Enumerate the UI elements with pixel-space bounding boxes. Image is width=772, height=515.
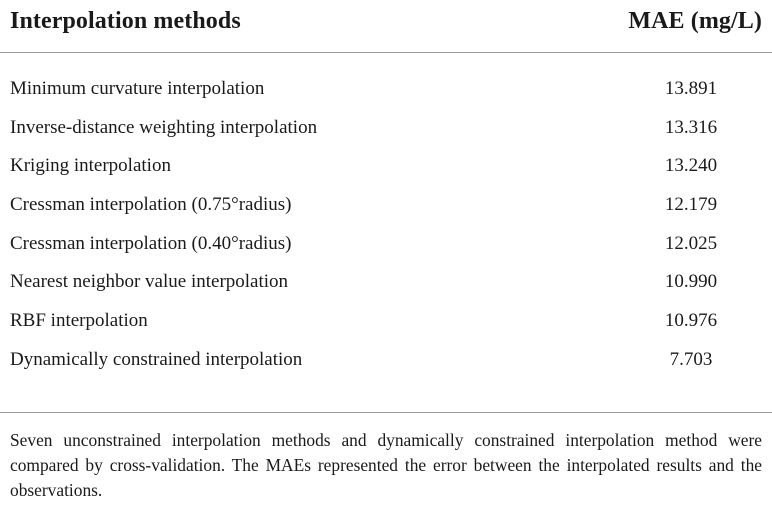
footer-divider [0,412,772,413]
table-row [0,230,772,269]
row-method: Dynamically constrained interpolation [10,348,303,370]
row-mae: 10.976 [664,310,718,332]
row-mae: 10.990 [664,271,718,293]
row-method: Kriging interpolation [10,155,171,177]
row-mae: 13.316 [664,116,718,138]
table-row [0,307,772,346]
table-row [0,268,772,307]
table-footnote: Seven unconstrained interpolation methods and dynamically constrained interpolation method were compared by cross-validation. The MAEs represented the error between the interpolated results and the observations. [10,430,762,500]
table-row [0,346,772,385]
row-mae: 7.703 [669,348,713,370]
header-divider [0,52,772,53]
row-method: Cressman interpolation (0.40°radius) [10,232,292,254]
table-body [0,75,772,385]
table-row [0,75,772,114]
header-mae: MAE (mg/L) [628,8,762,34]
table-row [0,152,772,191]
row-method: Nearest neighbor value interpolation [10,271,289,293]
table-header [0,0,772,50]
row-mae: 13.240 [664,155,718,177]
row-method: RBF interpolation [10,310,148,332]
row-method: Minimum curvature interpolation [10,78,265,99]
row-mae: 12.179 [664,194,718,216]
row-method: Inverse-distance weighting interpolation [10,116,318,138]
table-row [0,114,772,153]
row-mae: 13.891 [664,78,718,99]
row-method: Cressman interpolation (0.75°radius) [10,194,292,216]
table-row [0,191,772,230]
row-mae: 12.025 [664,232,718,254]
header-interpolation-methods: Interpolation methods [10,8,241,34]
